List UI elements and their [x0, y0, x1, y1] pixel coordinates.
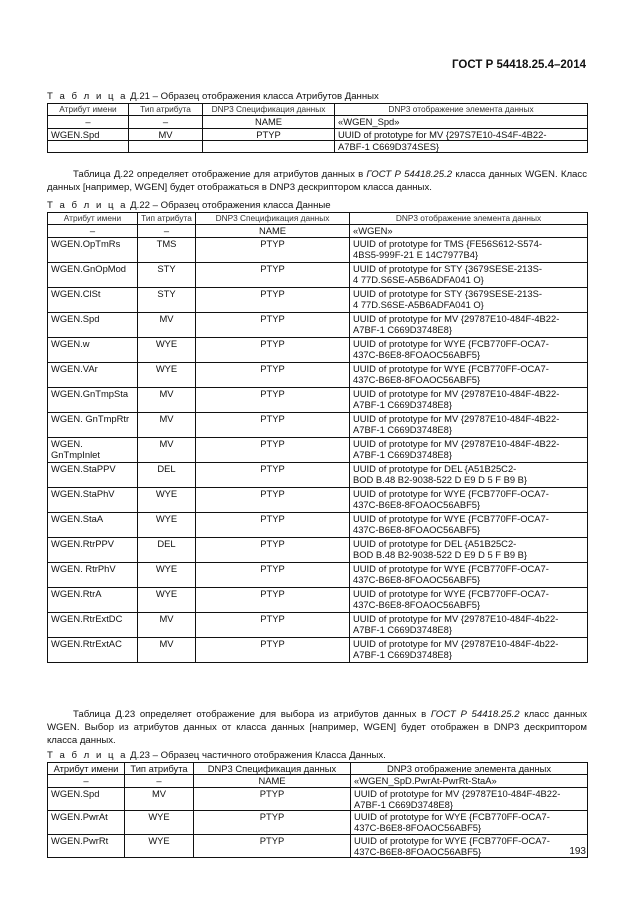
- dnp3-spec-cell: PTYP: [196, 612, 350, 637]
- attribute-type-cell: DEL: [138, 462, 196, 487]
- table-row: [48, 562, 588, 587]
- dnp3-spec-cell: PTYP: [196, 312, 350, 337]
- dnp3-spec-cell: PTYP: [196, 512, 350, 537]
- dnp3-spec-cell: PTYP: [196, 387, 350, 412]
- attribute-type-cell: MV: [138, 387, 196, 412]
- dnp3-mapping-cell: UUID of prototype for TMS {FE56S612-S574- 4BS5-999F-21 E 14C7977B4}: [350, 237, 588, 262]
- dnp3-mapping-cell: UUID of prototype for WYE {FCB770FF-OCA7- 437C-B6E8-8FOAOC56ABF5}: [350, 362, 588, 387]
- attribute-name-cell: WGEN.StaPPV: [48, 462, 138, 487]
- table-row: [48, 811, 588, 835]
- column-header: DNP3 отображение элемента данных: [351, 763, 588, 775]
- table-row: [48, 312, 588, 337]
- dnp3-spec-cell: PTYP: [196, 412, 350, 437]
- attribute-type-cell: MV: [129, 128, 203, 140]
- attribute-type-cell: MV: [125, 787, 194, 811]
- dnp3-mapping-cell: «WGEN»: [350, 225, 588, 237]
- dnp3-spec-cell: [203, 140, 335, 152]
- column-header: DNP3 отображение элемента данных: [350, 213, 588, 225]
- attribute-name-cell: WGEN.VAr: [48, 362, 138, 387]
- table-row: [48, 637, 588, 662]
- table-22-caption: [47, 200, 331, 211]
- attribute-name-cell: WGEN.Spd: [48, 312, 138, 337]
- table-row: [48, 587, 588, 612]
- attribute-type-cell: MV: [138, 312, 196, 337]
- table-row: [48, 787, 588, 811]
- attribute-type-cell: WYE: [138, 512, 196, 537]
- caption-prefix: Т а б л и ц а: [47, 750, 128, 761]
- dnp3-mapping-cell: UUID of prototype for WYE {FCB770FF-OCA7- 437C-B6E8-8FOAOC56ABF5}: [350, 512, 588, 537]
- attribute-name-cell: WGEN.Spd: [48, 128, 129, 140]
- paragraph-table-23-intro: [47, 708, 587, 747]
- attribute-name-cell: –: [48, 116, 129, 128]
- dnp3-spec-cell: PTYP: [196, 287, 350, 312]
- attribute-type-cell: WYE: [125, 834, 194, 858]
- attribute-type-cell: WYE: [138, 487, 196, 512]
- standard-reference: ГОСТ Р 54418.25.2: [430, 709, 520, 720]
- attribute-type-cell: STY: [138, 287, 196, 312]
- dnp3-mapping-cell: UUID of prototype for DEL {A51B25C2- BOD B.48 B2-9038-522 D E9 D 5 F B9 B}: [350, 462, 588, 487]
- table-row: [48, 775, 588, 787]
- table-23: [47, 762, 588, 858]
- paragraph-text: Таблица Д.23 определяет отображение для выбора из атрибутов данных в: [73, 709, 431, 720]
- dnp3-spec-cell: PTYP: [196, 637, 350, 662]
- column-header: Атрибут имени: [48, 104, 129, 116]
- attribute-name-cell: WGEN.GnTmpSta: [48, 387, 138, 412]
- table-21: [47, 103, 588, 153]
- dnp3-mapping-cell: UUID of prototype for STY {3679SESE-213S- 4 77D.S6SE-A5B6ADFA041 O}: [350, 262, 588, 287]
- column-header: Тип атрибута: [125, 763, 194, 775]
- attribute-name-cell: WGEN.Spd: [48, 787, 125, 811]
- table-header-row: [48, 763, 588, 775]
- attribute-name-cell: WGEN.OpTmRs: [48, 237, 138, 262]
- table-row: [48, 537, 588, 562]
- dnp3-mapping-cell: UUID of prototype for MV {29787E10-484F-4b22- A7BF-1 C669D3748E8}: [350, 637, 588, 662]
- attribute-name-cell: WGEN.StaA: [48, 512, 138, 537]
- attribute-name-cell: WGEN.RtrExtDC: [48, 612, 138, 637]
- table-header-row: [48, 104, 588, 116]
- dnp3-spec-cell: PTYP: [196, 462, 350, 487]
- table-row: [48, 412, 588, 437]
- paragraph-text: класс данных WGEN. Выбор из атрибутов данных от класса данных [например, WGEN] будет отображен в DNP3 дескриптором класса данных.: [47, 709, 588, 746]
- dnp3-mapping-cell: UUID of prototype for MV {29787E10-484F-4B22- A7BF-1 C669D3748E8}: [350, 387, 588, 412]
- table-row: [48, 487, 588, 512]
- attribute-name-cell: WGEN. GnTmpInlet: [48, 437, 138, 462]
- table-row: [48, 462, 588, 487]
- caption-text: Д.23 – Образец частичного отображения Класса Данных.: [127, 750, 386, 761]
- dnp3-mapping-cell: UUID of prototype for MV {29787E10-484F-4B22- A7BF-1 C669D3748E8}: [351, 787, 588, 811]
- dnp3-spec-cell: PTYP: [194, 787, 351, 811]
- dnp3-spec-cell: PTYP: [196, 537, 350, 562]
- attribute-name-cell: [48, 140, 129, 152]
- table-row: [48, 116, 588, 128]
- dnp3-mapping-cell: UUID of prototype for WYE {FCB770FF-OCA7- 437C-B6E8-8FOAOC56ABF5}: [351, 834, 588, 858]
- attribute-type-cell: WYE: [125, 811, 194, 835]
- dnp3-mapping-cell: UUID of prototype for MV {29787E10-484F-4B22- A7BF-1 C669D3748E8}: [350, 312, 588, 337]
- dnp3-mapping-cell: UUID of prototype for WYE {FCB770FF-OCA7- 437C-B6E8-8FOAOC56ABF5}: [350, 337, 588, 362]
- table-row: [48, 337, 588, 362]
- dnp3-mapping-cell: UUID of prototype for MV {29787E10-484F-4B22- A7BF-1 C669D3748E8}: [350, 412, 588, 437]
- page-number: 193: [569, 846, 586, 857]
- dnp3-spec-cell: PTYP: [194, 811, 351, 835]
- table-22: [47, 212, 588, 663]
- column-header: Атрибут имени: [48, 213, 138, 225]
- attribute-type-cell: DEL: [138, 537, 196, 562]
- attribute-name-cell: WGEN.RtrA: [48, 587, 138, 612]
- dnp3-spec-cell: NAME: [203, 116, 335, 128]
- dnp3-mapping-cell: «WGEN_Spd»: [335, 116, 588, 128]
- dnp3-spec-cell: PTYP: [196, 562, 350, 587]
- attribute-name-cell: WGEN.ClSt: [48, 287, 138, 312]
- column-header: DNP3 Спецификация данных: [203, 104, 335, 116]
- dnp3-spec-cell: PTYP: [196, 437, 350, 462]
- table-row: [48, 612, 588, 637]
- attribute-type-cell: WYE: [138, 337, 196, 362]
- dnp3-spec-cell: PTYP: [203, 128, 335, 140]
- table-header-row: [48, 213, 588, 225]
- attribute-name-cell: WGEN. GnTmpRtr: [48, 412, 138, 437]
- table-23-caption: [47, 750, 386, 761]
- table-row: [48, 287, 588, 312]
- attribute-name-cell: WGEN.w: [48, 337, 138, 362]
- attribute-name-cell: –: [48, 225, 138, 237]
- attribute-type-cell: WYE: [138, 362, 196, 387]
- table-row: [48, 225, 588, 237]
- attribute-type-cell: –: [129, 116, 203, 128]
- attribute-type-cell: MV: [138, 412, 196, 437]
- attribute-name-cell: WGEN. RtrPhV: [48, 562, 138, 587]
- dnp3-mapping-cell: UUID of prototype for MV {297S7E10-4S4F-4B22-: [335, 128, 588, 140]
- document-header-title: ГОСТ Р 54418.25.4–2014: [452, 59, 586, 71]
- caption-text: Д.21 – Образец отображения класса Атрибутов Данных: [127, 91, 379, 102]
- column-header: DNP3 Спецификация данных: [194, 763, 351, 775]
- attribute-name-cell: WGEN.PwrRt: [48, 834, 125, 858]
- dnp3-mapping-cell: UUID of prototype for WYE {FCB770FF-OCA7- 437C-B6E8-8FOAOC56ABF5}: [351, 811, 588, 835]
- column-header: DNP3 отображение элемента данных: [335, 104, 588, 116]
- table-row: [48, 387, 588, 412]
- dnp3-mapping-cell: UUID of prototype for WYE {FCB770FF-OCA7- 437C-B6E8-8FOAOC56ABF5}: [350, 587, 588, 612]
- attribute-type-cell: MV: [138, 612, 196, 637]
- paragraph-text: Таблица Д.22 определяет отображение для атрибутов данных в: [73, 169, 367, 180]
- column-header: Тип атрибута: [138, 213, 196, 225]
- attribute-name-cell: WGEN.GnOpMod: [48, 262, 138, 287]
- standard-reference: ГОСТ Р 54418.25.2: [366, 169, 453, 180]
- attribute-type-cell: [129, 140, 203, 152]
- dnp3-spec-cell: PTYP: [196, 362, 350, 387]
- table-21-caption: [47, 91, 379, 102]
- table-row: [48, 262, 588, 287]
- dnp3-spec-cell: PTYP: [194, 834, 351, 858]
- dnp3-mapping-cell: UUID of prototype for WYE {FCB770FF-OCA7- 437C-B6E8-8FOAOC56ABF5}: [350, 487, 588, 512]
- dnp3-spec-cell: NAME: [196, 225, 350, 237]
- dnp3-mapping-cell: A7BF-1 C669D374SES}: [335, 140, 588, 152]
- table-row: [48, 237, 588, 262]
- attribute-type-cell: MV: [138, 637, 196, 662]
- attribute-type-cell: WYE: [138, 587, 196, 612]
- table-row: [48, 140, 588, 152]
- attribute-name-cell: –: [48, 775, 125, 787]
- attribute-name-cell: WGEN.PwrAt: [48, 811, 125, 835]
- attribute-type-cell: –: [125, 775, 194, 787]
- dnp3-mapping-cell: UUID of prototype for STY {3679SESE-213S- 4 77D.S6SE-A5B6ADFA041 O}: [350, 287, 588, 312]
- dnp3-mapping-cell: «WGEN_SpD.PwrAt-PwrRt-StaA»: [351, 775, 588, 787]
- dnp3-spec-cell: PTYP: [196, 337, 350, 362]
- dnp3-mapping-cell: UUID of prototype for MV {29787E10-484F-4B22- A7BF-1 C669D3748E8}: [350, 437, 588, 462]
- dnp3-spec-cell: NAME: [194, 775, 351, 787]
- dnp3-spec-cell: PTYP: [196, 237, 350, 262]
- paragraph-table-22-intro: [47, 168, 587, 194]
- table-row: [48, 512, 588, 537]
- column-header: Тип атрибута: [129, 104, 203, 116]
- dnp3-spec-cell: PTYP: [196, 487, 350, 512]
- table-row: [48, 362, 588, 387]
- attribute-type-cell: –: [138, 225, 196, 237]
- attribute-type-cell: TMS: [138, 237, 196, 262]
- dnp3-mapping-cell: UUID of prototype for DEL {A51B25C2- BOD B.48 B2-9038-522 D E9 D 5 F B9 B}: [350, 537, 588, 562]
- attribute-name-cell: WGEN.RtrPPV: [48, 537, 138, 562]
- attribute-name-cell: WGEN.StaPhV: [48, 487, 138, 512]
- attribute-type-cell: STY: [138, 262, 196, 287]
- table-row: [48, 437, 588, 462]
- dnp3-mapping-cell: UUID of prototype for WYE {FCB770FF-OCA7- 437C-B6E8-8FOAOC56ABF5}: [350, 562, 588, 587]
- attribute-type-cell: MV: [138, 437, 196, 462]
- attribute-name-cell: WGEN.RtrExtAC: [48, 637, 138, 662]
- caption-prefix: Т а б л и ц а: [47, 91, 128, 102]
- dnp3-spec-cell: PTYP: [196, 587, 350, 612]
- column-header: Атрибут имени: [48, 763, 125, 775]
- attribute-type-cell: WYE: [138, 562, 196, 587]
- column-header: DNP3 Спецификация данных: [196, 213, 350, 225]
- table-row: [48, 834, 588, 858]
- dnp3-mapping-cell: UUID of prototype for MV {29787E10-484F-4b22- A7BF-1 C669D3748E8}: [350, 612, 588, 637]
- dnp3-spec-cell: PTYP: [196, 262, 350, 287]
- paragraph-text: класса данных WGEN. Класс данных [например, WGEN] будет отображаться в DNP3 дескриптором класса данных.: [47, 169, 587, 193]
- table-row: [48, 128, 588, 140]
- caption-text: Д.22 – Образец отображения класса Данные: [127, 200, 331, 211]
- caption-prefix: Т а б л и ц а: [47, 200, 128, 211]
